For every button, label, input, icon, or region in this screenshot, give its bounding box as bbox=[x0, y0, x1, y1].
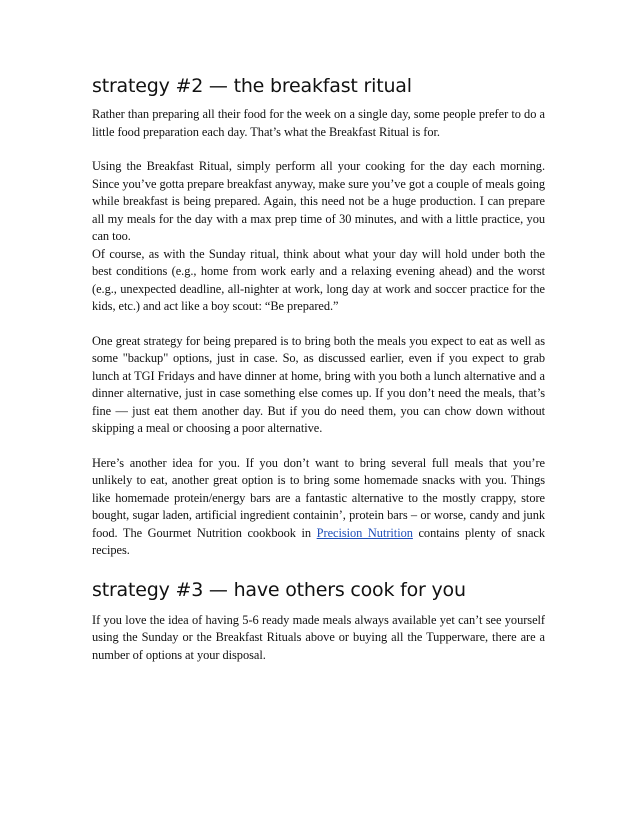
snacks-text-before-link: Here’s another idea for you. If you don’t want to bring several full meals that you’re unlikely to eat, another great option is to bring some homemade snacks with you. Things like homemade protein/energy bars are a fantastic alternative to the mostly crappy, store bought, sugar laden, artificial ingredient containin’, protein bars – or worse, candy and junk food. The Gourmet Nutrition cookbook in bbox=[92, 455, 545, 540]
precision-nutrition-link[interactable]: Precision Nutrition bbox=[316, 525, 413, 540]
paragraph-using-ritual: Using the Breakfast Ritual, simply perform all your cooking for the day each morning. Since you’ve gotta prepare breakfast anyway, make sure you’ve got a couple of meals going while breakfast is being prepared. Again, this need not be a huge production. I can prepare all my meals for the day with a max prep time of 30 minutes, and with a little practice, you can too. bbox=[92, 159, 545, 243]
section-heading-strategy-2: strategy #2 — the breakfast ritual bbox=[92, 75, 412, 97]
section-heading-strategy-3: strategy #3 — have others cook for you bbox=[92, 578, 466, 601]
paragraph-snacks bbox=[92, 455, 545, 560]
snacks-text-after-link: contains plenty of snack recipes. bbox=[92, 525, 545, 557]
paragraph-of-course: Of course, as with the Sunday ritual, think about what your day will hold under both the best conditions (e.g., home from work early and a relaxing evening ahead) and the worst (e.g., unexpected deadline, all-nighter at work, long day at work and soccer practice for the kids, etc.) and act like a boy scout: “Be prepared.” bbox=[92, 246, 545, 313]
paragraph-intro: Rather than preparing all their food for the week on a single day, some people prefer to do a little food preparation each day. That’s what the Breakfast Ritual is for. bbox=[92, 107, 545, 139]
page-content bbox=[92, 74, 545, 681]
paragraph-backup-meals: One great strategy for being prepared is to bring both the meals you expect to eat as well as some "backup" options, just in case. So, as discussed earlier, even if you expect to grab lunch at TGI Fridays and have dinner at home, bring with you both a lunch alternative and a dinner alternative, just in case something else comes up. If you don’t need the meals, that’s fine — just eat them another day. But if you do need them, you can chow down without skipping a meal or choosing a poor alternative. bbox=[92, 333, 545, 435]
paragraph-others-cook: If you love the idea of having 5-6 ready made meals always available yet can’t see yourself using the Sunday or the Breakfast Rituals above or buying all the Tupperware, there are a number of options at your disposal. bbox=[92, 612, 545, 662]
